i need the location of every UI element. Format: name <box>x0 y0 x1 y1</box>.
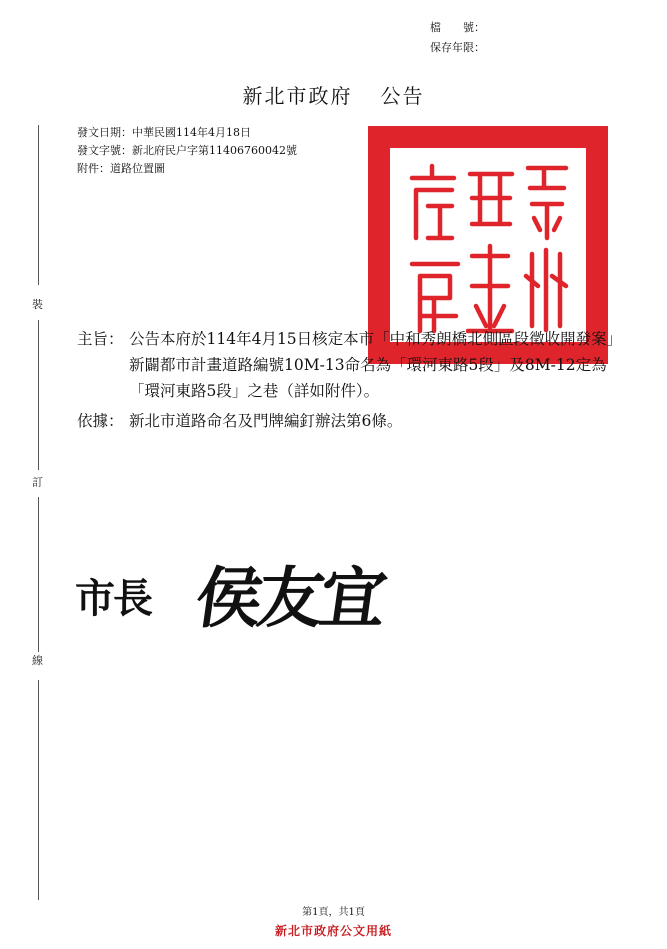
binding-label-xian: 線 <box>32 654 43 667</box>
mayor-signature <box>75 545 435 645</box>
binding-line <box>38 125 39 900</box>
document-title <box>0 80 667 109</box>
basis-label: 依據： <box>77 412 124 430</box>
basis-text: 新北市道路命名及門牌編釘辦法第6條。 <box>129 412 403 430</box>
agency-name: 新北市政府 <box>242 84 353 108</box>
file-number-label: 檔 號： <box>430 21 485 34</box>
attachment-row <box>77 160 297 178</box>
reference-number-row <box>77 142 297 160</box>
issue-date-label: 發文日期： <box>77 126 132 139</box>
signature-title: 市長 <box>75 575 151 622</box>
binding-label-ding: 訂 <box>32 476 43 489</box>
reference-number-value: 新北府民户字第11406760042號 <box>132 144 297 157</box>
doc-type: 公告 <box>380 84 425 108</box>
subject-text: 公告本府於114年4月15日核定本市「中和秀朗橋北側區段徵收開發案」新闢都市計畫道路編號10M-13命名為「環河東路5段」及8M-12定為「環河東路5段」之巷（詳如附件）。 <box>129 330 615 400</box>
subject-paragraph <box>77 326 622 404</box>
issue-date-value: 中華民國114年4月18日 <box>132 126 251 139</box>
retention-label: 保存年限： <box>430 41 485 54</box>
attachment-label: 附件： <box>77 162 110 175</box>
reference-number-label: 發文字號： <box>77 144 132 157</box>
document-body <box>77 326 622 434</box>
page-number: 第1頁，共1頁 <box>302 907 365 918</box>
attachment-value: 道路位置圖 <box>110 162 165 175</box>
file-meta <box>430 18 485 58</box>
signature-name: 侯友宜 <box>190 559 388 637</box>
issue-date-row <box>77 124 297 142</box>
footer-letterhead: 新北市政府公文用紙 <box>274 924 392 938</box>
binding-label-zhuang: 裝 <box>32 298 43 311</box>
subject-label: 主旨： <box>77 330 124 348</box>
document-info <box>77 124 297 178</box>
basis-paragraph <box>77 408 622 434</box>
